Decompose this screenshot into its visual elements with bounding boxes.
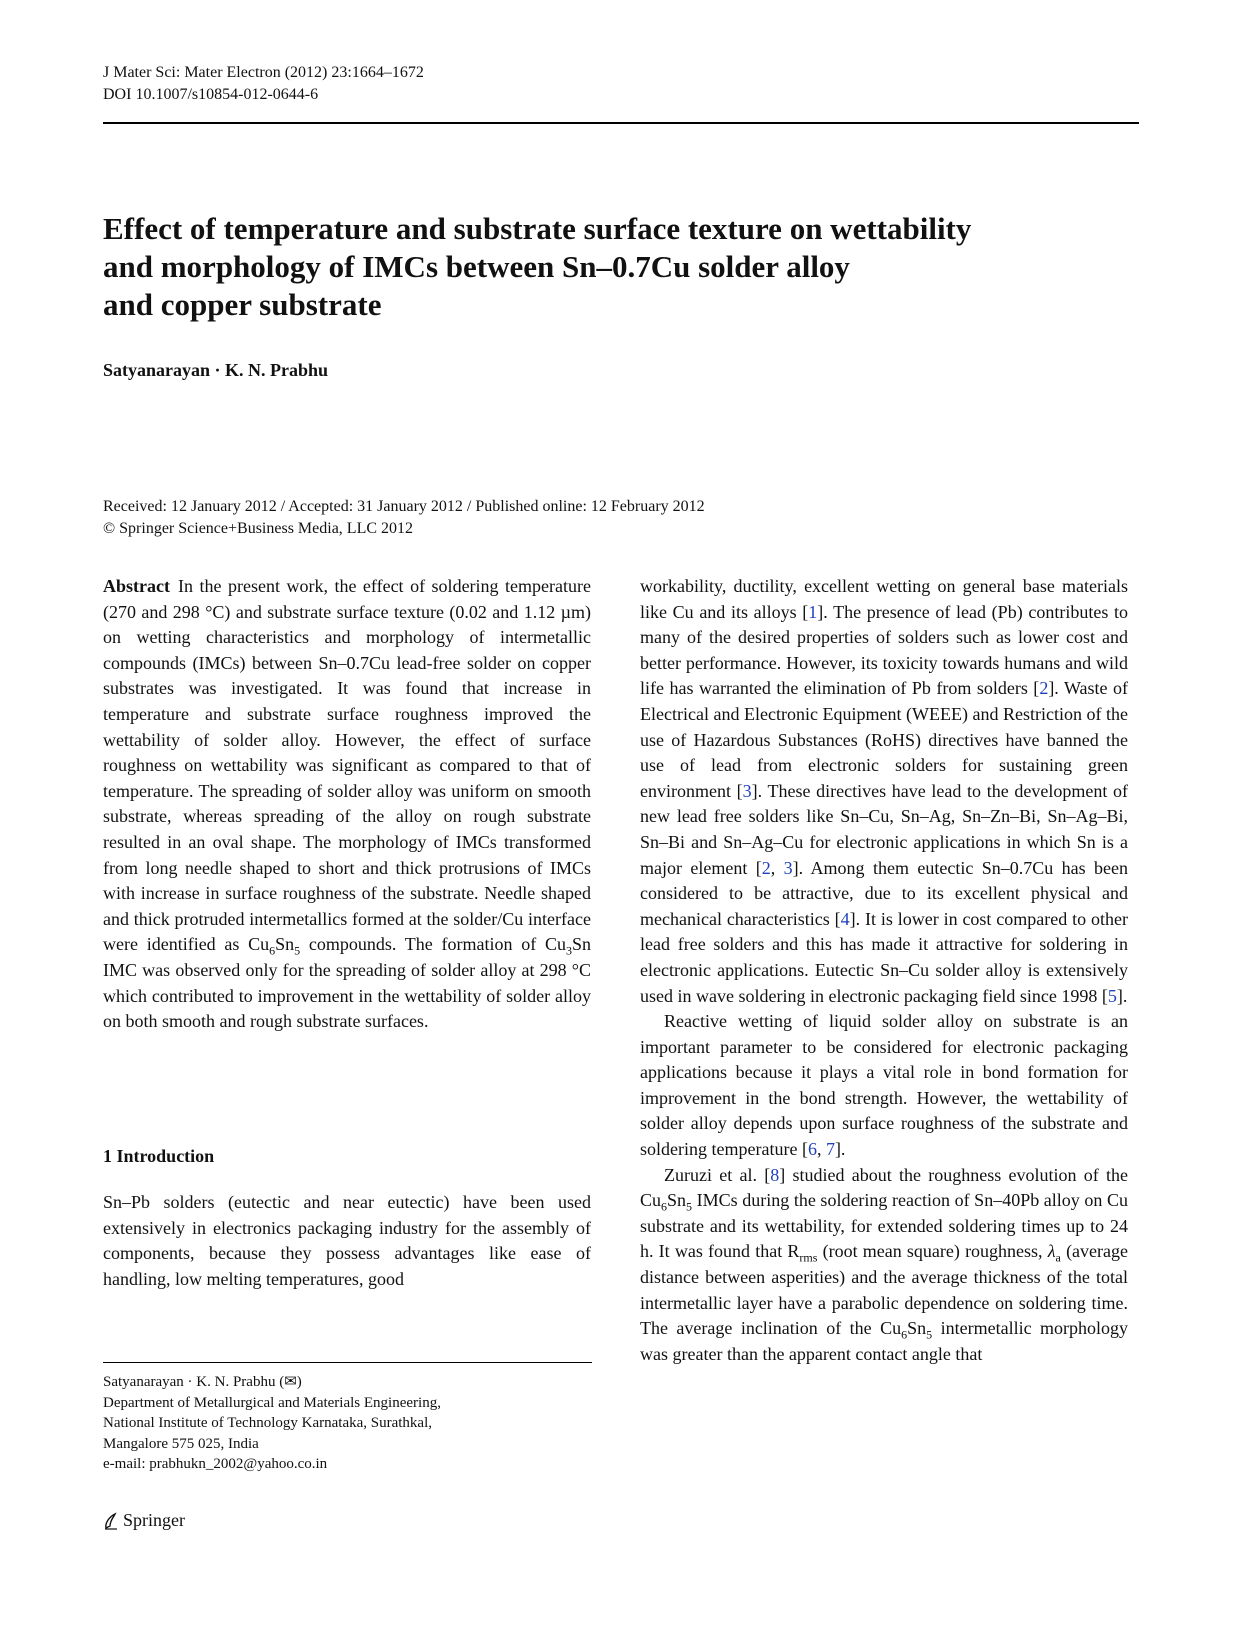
right-paragraph-1: workability, ductility, excellent wetting on general base materials like Cu and its alloys [1]. The presence of lead (Pb) contributes to many of the desired properties of solders such as lower cost and better performance. However, its toxicity towards humans and wild life has warranted the elimination of Pb from solders [2]. Waste of Electrical and Electronic Equipment (WEEE) and Restriction of the use of Hazardous Substances (RoHS) directives have banned the use of lead from electronic solders for sustaining green environment [3]. These directives have lead to the development of new lead free solders like Sn–Cu, Sn–Ag, Sn–Zn–Bi, Sn–Ag–Bi, Sn–Bi and Sn–Ag–Cu for electronic applications in which Sn is a major element [2, 3]. Among them eutectic Sn–0.7Cu has been considered to be attractive, due to its excellent physical and mechanical characteristics [4]. It is lower in cost compared to other lead free solders and this has made it attractive for soldering in electronic applications. Eutectic Sn–Cu solder alloy is extensively used in wave soldering in electronic packaging field since 1998 [5]. <box>640 576 1128 1006</box>
lambda-symbol: λ <box>1047 1241 1056 1262</box>
title-line-3: and copper substrate <box>103 287 382 322</box>
doi: DOI 10.1007/s10854-012-0644-6 <box>103 86 319 103</box>
text: ]. The presence of lead (Pb) contributes to many of the desired properties of solders such as lower cost and better performance. However, its toxicity towards humans and wild life has warranted the elimination of Pb from solders [ <box>640 601 1128 699</box>
footnote-rule <box>103 1362 592 1363</box>
dates-line: Received: 12 January 2012 / Accepted: 31 January 2012 / Published online: 12 February 2012 <box>103 498 705 515</box>
publisher-name: Springer <box>123 1510 185 1530</box>
formula-cu: Cu <box>880 1318 902 1339</box>
header-rule <box>103 122 1139 124</box>
text: Reactive wetting of liquid solder alloy on substrate is an important parameter to be considered for electronic packaging applications because it plays a vital role in bond formation for improvement in the bond strength. However, the wettability of solder alloy depends upon surface roughness of the substrate and soldering temperature [ <box>640 1011 1128 1160</box>
affiliation-inst: National Institute of Technology Karnataka, Surathkal, <box>103 1415 432 1431</box>
page-footer <box>103 1510 185 1531</box>
abstract-text-2: compounds. The formation of <box>308 934 537 955</box>
journal-citation: J Mater Sci: Mater Electron (2012) 23:1664–1672 <box>103 64 424 81</box>
right-paragraph-3 <box>640 1163 1128 1368</box>
text: ] studied about the roughness evolution of the <box>779 1164 1128 1185</box>
affiliation-city: Mangalore 575 025, India <box>103 1435 259 1452</box>
formula-sub: 6 <box>269 943 276 958</box>
formula-cu: Cu <box>248 934 270 955</box>
citation-link[interactable]: 6 <box>807 1139 817 1160</box>
author-affiliation <box>103 1372 592 1475</box>
text: Zuruzi et al. [ <box>664 1164 771 1185</box>
citation-link[interactable]: 3 <box>742 780 752 801</box>
text: (root mean square) roughness, <box>822 1241 1043 1262</box>
citation-link[interactable]: 8 <box>770 1164 780 1185</box>
intro-text: Sn–Pb solders (eutectic and near eutectic) have been used extensively in electronics packaging industry for the assembly of components, because they possess advantages like ease of handling, low melting temperatures, good <box>103 1192 591 1289</box>
text: ]. <box>1116 985 1128 1006</box>
formula-sn: Sn <box>667 1190 687 1211</box>
formula-sub: a <box>1055 1251 1061 1266</box>
formula-sub: rms <box>799 1251 818 1266</box>
citation-link[interactable]: 7 <box>825 1139 835 1160</box>
abstract-label: Abstract <box>103 576 170 596</box>
abstract <box>103 574 591 1035</box>
formula-sub: 3 <box>565 943 572 958</box>
formula-sn: Sn <box>907 1318 927 1339</box>
section-heading-introduction: 1 Introduction <box>103 1146 215 1166</box>
citation-link[interactable]: 3 <box>783 857 793 878</box>
title-line-1: Effect of temperature and substrate surface texture on wettability <box>103 211 972 246</box>
right-paragraph-2: Reactive wetting of liquid solder alloy on substrate is an important parameter to be considered for electronic packaging applications because it plays a vital role in bond formation for improvement in the bond strength. However, the wettability of solder alloy depends upon surface roughness of the substrate and soldering temperature [6, 7]. <box>640 1011 1128 1160</box>
citation-link[interactable]: 4 <box>840 908 850 929</box>
springer-logo-icon <box>103 1512 119 1530</box>
formula-sub: 6 <box>901 1327 908 1342</box>
formula-sub: 5 <box>294 943 301 958</box>
formula-sub: 6 <box>661 1199 668 1214</box>
text: ]. These directives have lead to the development of new lead free solders like Sn–Cu, Sn–Ag, Sn–Zn–Bi, Sn–Ag–Bi, Sn–Bi and Sn–Ag–Cu for electronic applications in which Sn is a major element [ <box>640 780 1128 878</box>
formula-sn: Sn <box>275 934 295 955</box>
abstract-text: In the present work, the effect of soldering temperature (270 and 298 °C) and substrate surface texture (0.02 and 1.12 µm) on wetting characteristics and morphology of intermetallic compounds (IMCs) between Sn–0.7Cu lead-free solder on copper substrates was investigated. It was found that increase in temperature and substrate surface roughness improved the wettability of solder alloy. However, the effect of surface roughness on wettability was significant as compared to that of temperature. The spreading of solder alloy was uniform on smooth substrate, whereas spreading of the alloy on rough substrate resulted in an oval shape. The morphology of IMCs transformed from long needle shaped to short and thick protrusions of IMCs with increase in surface roughness of the substrate. Needle shaped and thick protruded intermetallics formed at the solder/Cu interface were identified as <box>103 576 591 955</box>
affiliation-paren: ) <box>296 1374 302 1390</box>
right-column <box>640 574 1128 1367</box>
formula-cu: Cu <box>640 1190 662 1211</box>
paper-title <box>103 210 1103 324</box>
title-line-2: and morphology of IMCs between Sn–0.7Cu solder alloy <box>103 249 850 284</box>
journal-header <box>103 62 424 106</box>
text: ]. Among them eutectic Sn–0.7Cu has been considered to be attractive, due to its excellent physical and mechanical characteristics [ <box>640 857 1128 929</box>
formula-sn: Sn <box>571 934 591 955</box>
formula-sub: 5 <box>926 1327 933 1342</box>
abstract-text-3: IMC was observed only for the spreading of solder alloy at 298 °C which contributed to improvement in the wettability of solder alloy on both smooth and rough substrate surfaces. <box>103 959 591 1032</box>
copyright: © Springer Science+Business Media, LLC 2012 <box>103 520 414 537</box>
authors: Satyanarayan · K. N. Prabhu <box>103 360 329 380</box>
text: workability, ductility, excellent wetting on general base materials like Cu and its alloys [ <box>640 576 1128 622</box>
text: ]. Waste of Electrical and Electronic Equipment (WEEE) and Restriction of the use of Hazardous Substances (RoHS) directives have banned the use of lead from electronic solders for sustaining green environment [ <box>640 678 1128 801</box>
text: intermetallic morphology was greater than the apparent contact angle that <box>640 1318 1129 1364</box>
text: IMCs during the soldering reaction of Sn–40Pb alloy on Cu substrate and its wettability, for extended soldering times up to 24 h. It was found that R <box>640 1190 1129 1262</box>
text: (average distance between asperities) and the average thickness of the total intermetallic layer have a parabolic dependence on soldering time. The average inclination of the <box>640 1241 1129 1339</box>
publication-dates <box>103 496 705 540</box>
citation-link[interactable]: 2 <box>761 857 771 878</box>
introduction-paragraph <box>103 1190 591 1292</box>
formula-sub: 5 <box>686 1199 693 1214</box>
formula-cu: Cu <box>544 934 566 955</box>
citation-link[interactable]: 2 <box>1039 678 1049 699</box>
citation-link[interactable]: 5 <box>1107 985 1117 1006</box>
affiliation-dept: Department of Metallurgical and Materials Engineering, <box>103 1394 441 1411</box>
affiliation-names: Satyanarayan · K. N. Prabhu ( <box>103 1374 285 1390</box>
envelope-icon: ✉ <box>284 1374 297 1390</box>
text: ]. It is lower in cost compared to other lead free solders and this has made it attractive for soldering in electronic applications. Eutectic Sn–Cu solder alloy is extensively used in wave soldering in electronic packaging field since 1998 [ <box>640 908 1128 1006</box>
text: ]. <box>834 1139 846 1160</box>
citation-link[interactable]: 1 <box>808 601 818 622</box>
affiliation-email[interactable]: e-mail: prabhukn_2002@yahoo.co.in <box>103 1456 328 1472</box>
